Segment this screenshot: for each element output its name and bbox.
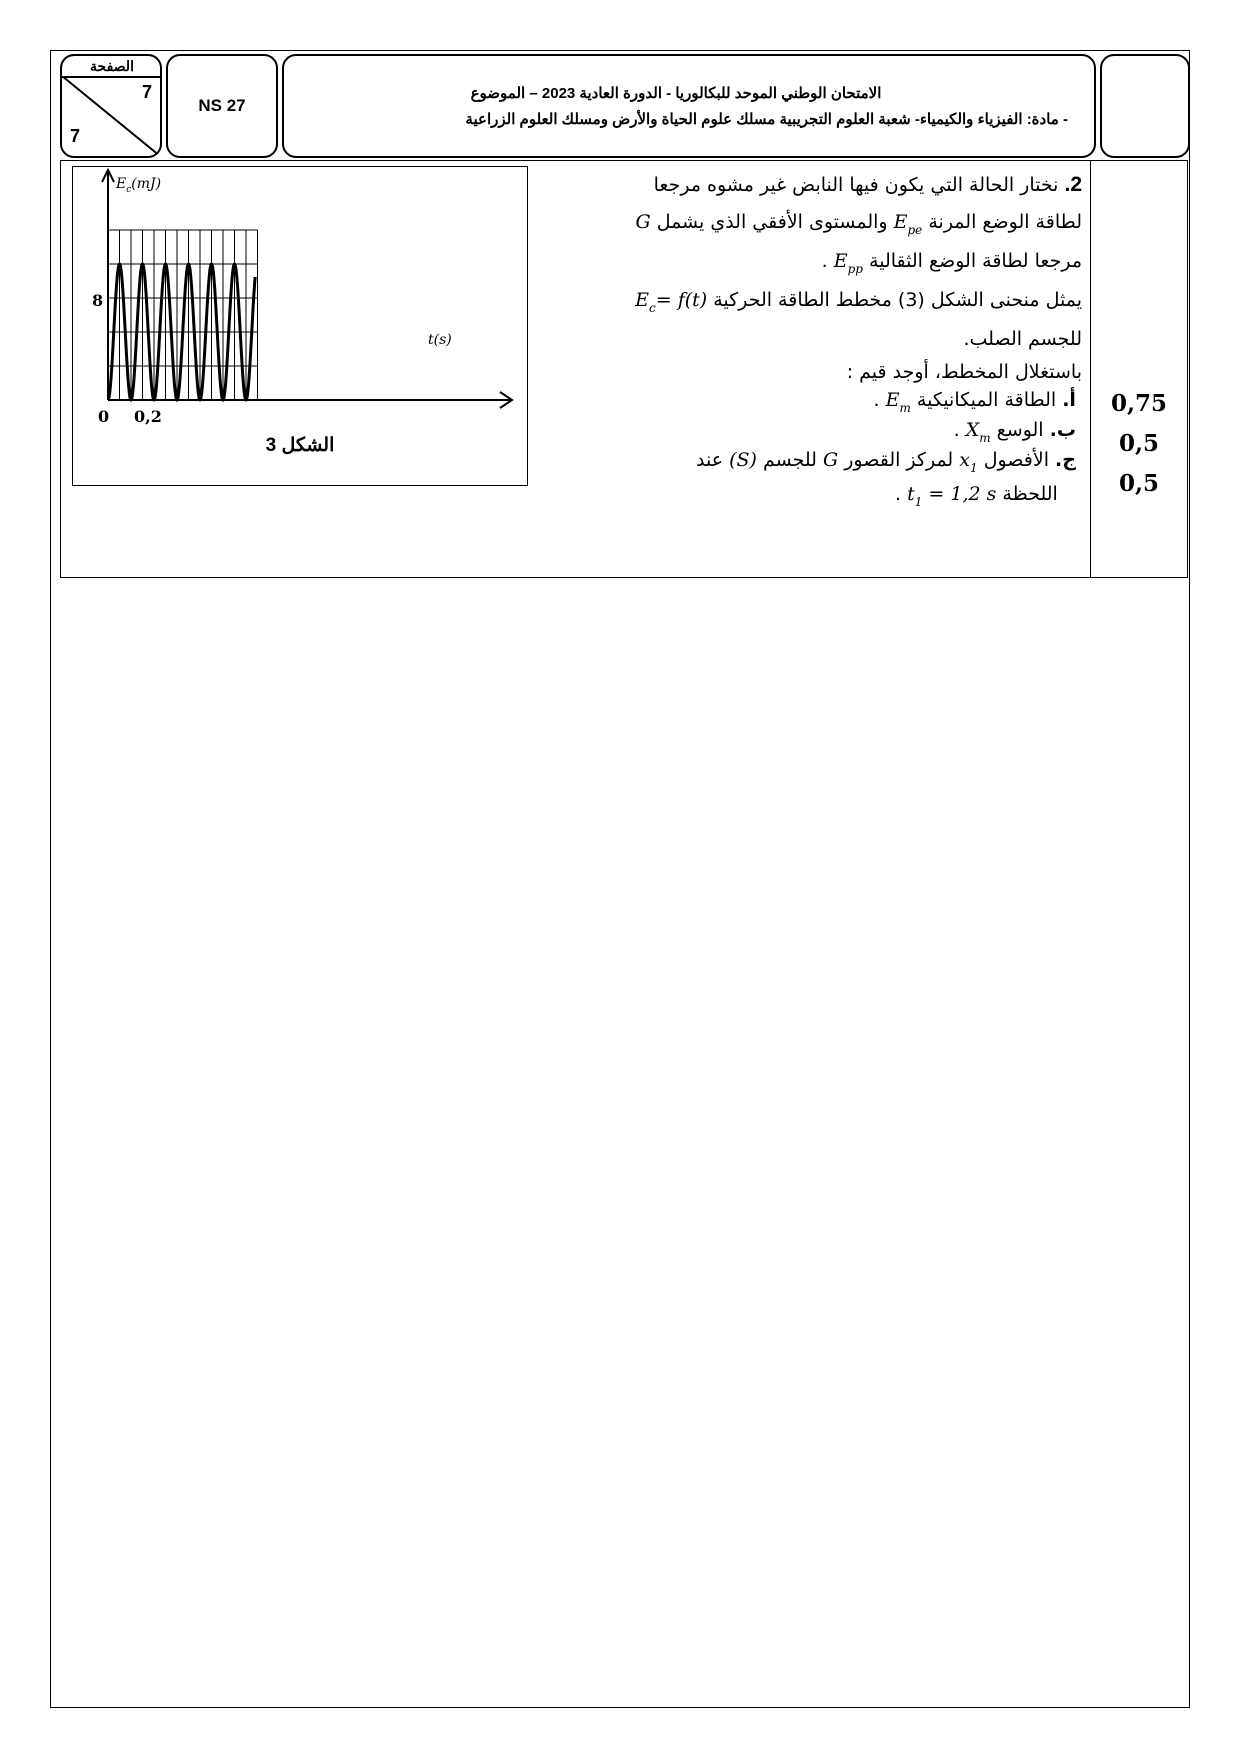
x-tick-0: 0: [98, 407, 110, 426]
part-b: ب. الوسع $X_m$ .: [953, 419, 1076, 445]
question-line-6: باستغلال المخطط، أوجد قيم :: [846, 361, 1082, 383]
header-blank-box: [1100, 54, 1190, 158]
x-axis-label: t(s): [428, 332, 452, 348]
total-pages: 7: [70, 126, 81, 146]
score-part-b: 0,5: [1118, 430, 1159, 457]
question-line-2: لطاقة الوضع المرنة $E_{pe}$ والمستوى الأفقي الذي يشمل G: [635, 211, 1082, 237]
question-text: [560, 166, 1082, 515]
y-tick-8: 8: [92, 291, 104, 310]
exam-title-line2: - مادة: الفيزياء والكيمياء- شعبة العلوم التجريبية مسلك علوم الحياة والأرض ومسلك العلوم الزراعية: [465, 111, 1068, 128]
exam-title-box: [282, 54, 1096, 158]
part-c-line-2: اللحظة $t_1 = 1,2$ s .: [894, 483, 1058, 509]
question-line-3: مرجعا لطاقة الوضع الثقالية $E_{pp}$ .: [821, 250, 1082, 276]
question-line-4: يمثل منحنى الشكل (3) مخطط الطاقة الحركية $E_c= f(t)$: [635, 289, 1082, 315]
page-tab-label: الصفحة: [60, 54, 162, 78]
question-line-1: 2. نختار الحالة التي يكون فيها النابض غير مشوه مرجعا: [653, 173, 1082, 196]
question-line-5: للجسم الصلب.: [963, 328, 1082, 350]
part-c: ج. الأفصول $x_1$ لمركز القصور G للجسم (S) عند: [696, 449, 1076, 475]
score-column-divider: [1090, 160, 1091, 578]
score-column: [1094, 384, 1184, 504]
x-tick-0-2: 0,2: [134, 407, 162, 426]
page-number: 7: [141, 82, 152, 102]
figure-caption: الشكل 3: [265, 435, 335, 456]
page-number-box: [60, 54, 162, 158]
exam-code: NS 27: [166, 54, 278, 158]
exam-title-line1: الامتحان الوطني الموحد للبكالوريا - الدورة العادية 2023 – الموضوع: [470, 85, 882, 102]
y-axis-label: $E_c(mJ)$: [116, 176, 162, 195]
part-a: أ. الطاقة الميكانيكية $E_m$ .: [873, 389, 1076, 415]
score-part-c: 0,5: [1118, 470, 1159, 497]
question-number: 2.: [1064, 173, 1082, 196]
score-part-a: 0,75: [1110, 390, 1168, 417]
